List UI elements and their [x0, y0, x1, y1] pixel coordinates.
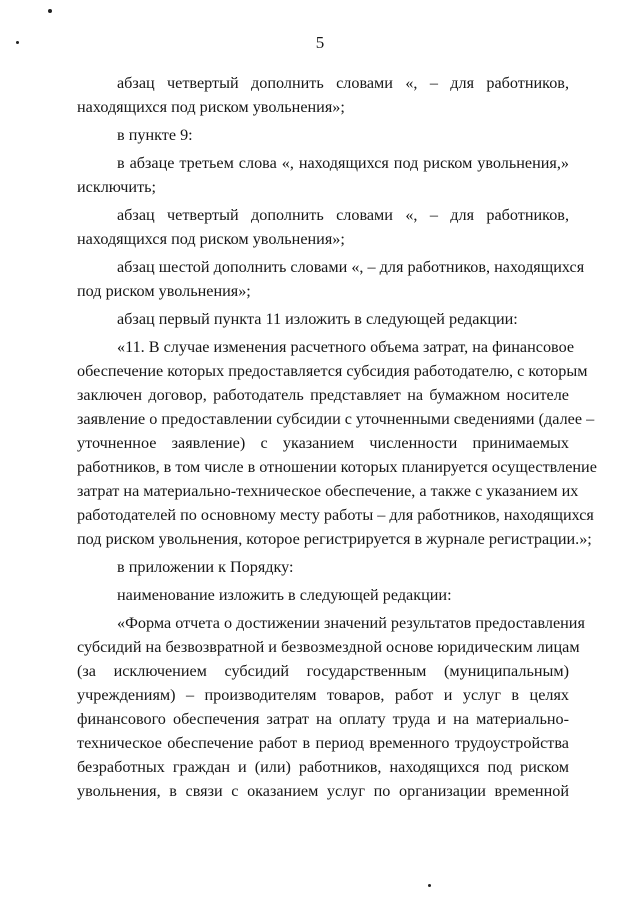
page-number: 5: [315, 33, 325, 52]
text-line-p3-l2: исключить;: [77, 178, 157, 196]
text-line-p1-l1: абзац четвертый дополнить словами «, – для работников,: [117, 74, 569, 92]
text-line-p7-l2: обеспечение которых предоставляется субсидия работодателю, с которым: [77, 362, 588, 380]
text-line-p10-l3: (за исключением субсидий государственным (муниципальным): [77, 662, 569, 680]
text-line-p3-l1: в абзаце третьем слова «, находящихся под риском увольнения,»: [117, 154, 569, 172]
text-line-p6-l1: абзац первый пункта 11 изложить в следующей редакции:: [117, 310, 518, 328]
text-line-p1-l2: находящихся под риском увольнения»;: [77, 98, 345, 116]
text-line-p7-l6: работников, в том числе в отношении которых планируется осуществление: [77, 458, 597, 476]
text-line-p10-l1: «Форма отчета о достижении значений результатов предоставления: [117, 614, 585, 632]
text-line-p10-l2: субсидий на безвозвратной и безвозмездной основе юридическим лицам: [77, 638, 580, 656]
scan-speck: [16, 41, 19, 44]
text-line-p8-l1: в приложении к Порядку:: [117, 558, 294, 576]
text-line-p7-l8: работодателей по основному месту работы – для работников, находящихся: [77, 506, 594, 524]
text-line-p7-l1: «11. В случае изменения расчетного объема затрат, на финансовое: [117, 338, 575, 356]
text-line-p10-l8: увольнения, в связи с оказанием услуг по организации временной: [77, 782, 569, 800]
text-line-p5-l2: под риском увольнения»;: [77, 282, 251, 300]
text-line-p2-l1: в пункте 9:: [117, 126, 193, 144]
text-line-p10-l4: учреждениям) – производителям товаров, работ и услуг в целях: [77, 686, 569, 704]
text-line-p5-l1: абзац шестой дополнить словами «, – для работников, находящихся: [117, 258, 585, 276]
text-line-p9-l1: наименование изложить в следующей редакции:: [117, 586, 452, 604]
text-line-p4-l2: находящихся под риском увольнения»;: [77, 230, 345, 248]
scan-speck: [48, 9, 52, 13]
text-line-p7-l7: затрат на материально-техническое обеспечение, а также с указанием их: [77, 482, 579, 500]
text-line-p7-l4: заявление о предоставлении субсидии с уточненными сведениями (далее –: [77, 410, 595, 428]
scan-speck: [428, 884, 431, 887]
text-line-p7-l9: под риском увольнения, которое регистрируется в журнале регистрации.»;: [77, 530, 592, 548]
text-line-p10-l5: финансового обеспечения затрат на оплату труда и на материально-: [77, 710, 569, 728]
text-line-p7-l3: заключен договор, работодатель представляет на бумажном носителе: [77, 386, 569, 404]
text-line-p7-l5: уточненное заявление) с указанием численности принимаемых: [77, 434, 569, 452]
text-line-p10-l7: безработных граждан и (или) работников, находящихся под риском: [77, 758, 569, 776]
text-line-p10-l6: техническое обеспечение работ в период временного трудоустройства: [77, 734, 569, 752]
text-line-p4-l1: абзац четвертый дополнить словами «, – для работников,: [117, 206, 569, 224]
